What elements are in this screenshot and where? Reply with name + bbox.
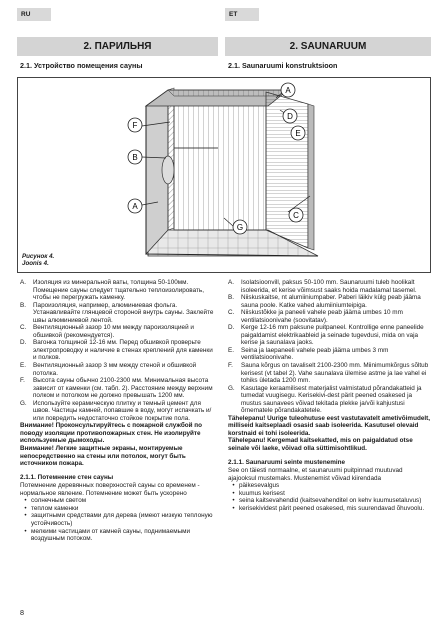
sauna-construction-figure <box>17 77 431 273</box>
fire-warning-et: Tähelepanu! Uurige tuleohutuse eest vastutavatelt ametivõimudelt, milliseid kaitseplaadi osasid saab isoleerida. Kasutusel olevaid korstnaid ei tohi isoleerida. <box>228 414 430 437</box>
darkening-paragraph-et: See on täiesti normaalne, et saunaruumi puitpinnad muutuvad ajajooksul mustemaks. Mustenemist võivad kiirendada <box>228 467 403 482</box>
sauna-construction-diagram <box>18 78 431 273</box>
bullet-item: • kuumus kerisest <box>232 489 285 497</box>
list-item: A. Изоляция из минеральной ваты, толщина 50-100мм. Помещение сауны следует тщательно теплоизолировать, чтобы не перегружать каменку. <box>20 279 204 302</box>
right-wall-edge <box>308 104 314 250</box>
shield-warning-ru: Внимание! Легкие защитные экраны, монтируемые непосредственно на стены или потолок, могут быть источником пожара. <box>20 445 186 468</box>
callout-f <box>128 118 142 132</box>
list-item: B. Пароизоляция, например, алюминиевая фольга. Устанавливайте глянцевой стороной внутрь сауны. Заклейте швы алюминиевой лентой. <box>20 301 214 324</box>
bullet-item: • kerisekividest pärit peened osakesed, mis suurendavad õhuvoolu. <box>232 504 425 512</box>
bullet-item: • защитными средствами для дерева (имеют низкую теплоную устойчивость) <box>24 512 213 527</box>
svg-text:D: D <box>287 112 293 121</box>
subsection-title-et: 2.1. Saunaruumi konstruktsioon <box>228 61 338 70</box>
column-et <box>228 279 431 512</box>
svg-text:A: A <box>285 86 291 95</box>
callout-a-top <box>281 83 295 97</box>
callout-d <box>283 109 297 123</box>
back-wall <box>174 92 266 230</box>
bullet-item: • теплом каменки <box>24 504 79 512</box>
list-item: A. Isolatsioonvill, paksus 50-100 mm. Saunaruumi tuleb hoolikalt isoleerida, et kerise võimsust saaks hoida madalamal tasemel. <box>228 279 417 294</box>
svg-text:B: B <box>132 153 138 162</box>
svg-text:G: G <box>236 223 244 232</box>
subsection-title-ru: 2.1. Устройство помещения сауны <box>20 61 143 70</box>
svg-text:C: C <box>293 211 299 220</box>
list-item: D. Вагонка толщиной 12-16 мм. Перед обшивкой проверьте электропроводку и наличие в стенах креплений для каменки и полков. <box>20 339 213 362</box>
figure-caption-ru: Рисунок 4. <box>22 252 55 260</box>
callout-g <box>233 220 247 234</box>
callout-b <box>128 150 142 164</box>
list-item: C. Вентиляционный зазор 10 мм между пароизоляцией и обшивкой (рекомендуется). <box>20 324 194 339</box>
svg-text:E: E <box>295 129 301 138</box>
callout-e <box>291 126 305 140</box>
list-item: E. Seina ja laepaneeli vahele peab jääma umbes 3 mm ventilatsioonivahe. <box>228 346 389 362</box>
callout-c <box>289 208 303 222</box>
svg-text:A: A <box>132 202 138 211</box>
fire-warning-ru: Внимание! Проконсультируйтесь с пожарной службой по поводу изоляции противопожарных стен. Не изолируйте используемые дымоходы. <box>20 422 203 445</box>
list-item: G. Используйте керамическую плитку и темный цемент для швов. Частицы камней, попавшие в воду, могут испачкать и/или повредить недостаточно стойкое покрытие пола. <box>20 399 212 422</box>
list-item: G. Kasutage keraamilisest materjalist valmistatud põrandakatteid ja tumedat vuugisegu. Kerisekivi-dest pärit peened osakesed ja mustus saunavees võivad tekitada plekke ja/või kahjustusi õrnematele põrandakatetele. <box>228 384 422 415</box>
pipe-roll <box>162 156 174 184</box>
language-tab-ru: RU <box>17 8 51 21</box>
callout-a-left <box>128 199 142 213</box>
bullet-item: • päikesevalgus <box>232 482 280 490</box>
darkening-paragraph-ru: Потемнение деревянных поверхностей сауны со временем - нормальное явление. Потемнение может быть ускорено <box>20 482 200 497</box>
language-tab-et: ET <box>225 8 259 21</box>
bullet-item: • солнечным светом <box>24 497 87 505</box>
list-item: F. Высота сауны обычно 2100-2300 мм. Минимальная высота зависит от каменки (см. табл. 2). Расстояние между верхним полком и потолком не должно превышать 1200 мм. <box>20 377 213 400</box>
shield-warning-et: Tähelepanu! Kergemad kaitsekatted, mis on paigaldatud otse seinale või laeke, võivad olla süttimisohtlikud. <box>228 437 413 453</box>
bullet-item: • seina kaitsevahendid (kaitsevahenditel on kehv kuumusetaluvus) <box>232 497 422 505</box>
figure-caption <box>22 253 54 268</box>
svg-text:F: F <box>132 121 138 130</box>
list-item: F. Sauna kõrgus on tavaliselt 2100-2300 mm. Miinimumkõrgus sõltub kerisest (vt tabel 2). Vahe saunalava ülemise astme ja lae vahel ei tohiks ületada 1200 mm. <box>228 362 429 385</box>
list-item: E. Вентиляционный зазор 3 мм между стеной и обшивкой потолка. <box>20 362 197 377</box>
list-item: B. Niiskuskaitse, nt alumiiniumpaber. Paberi läikiv külg peab jääma sauna poole. Katke vahed alumiiniumteipiga. <box>228 294 421 309</box>
subsection-darkening-ru: 2.1.1. Потемнение стен сауны <box>20 473 114 481</box>
subsection-darkening-et: 2.1.1. Saunaruumi seinte mustenemine <box>228 458 346 466</box>
figure-caption-et: Joonis 4. <box>22 260 49 268</box>
section-title-et: 2. SAUNARUUM <box>225 37 431 56</box>
section-title-ru: 2. ПАРИЛЬНЯ <box>17 37 218 56</box>
list-item: C. Niiskustõkke ja paneeli vahele peab jääma umbes 10 mm ventilatsioonivahe (soovitatav). <box>228 309 403 324</box>
column-ru <box>20 279 218 543</box>
list-item: D. Kerge 12-16 mm paksune puitpaneel. Kontrollige enne paneelide paigaldamist elektrikaableid ja seinade tugevdusi, mida on vaja kerise ja saunalava jaoks. <box>228 324 424 347</box>
page-number: 8 <box>20 608 24 617</box>
bullet-item: • мелкими частицами от камней сауны, поднимаемыми воздушным потоком. <box>24 527 191 543</box>
